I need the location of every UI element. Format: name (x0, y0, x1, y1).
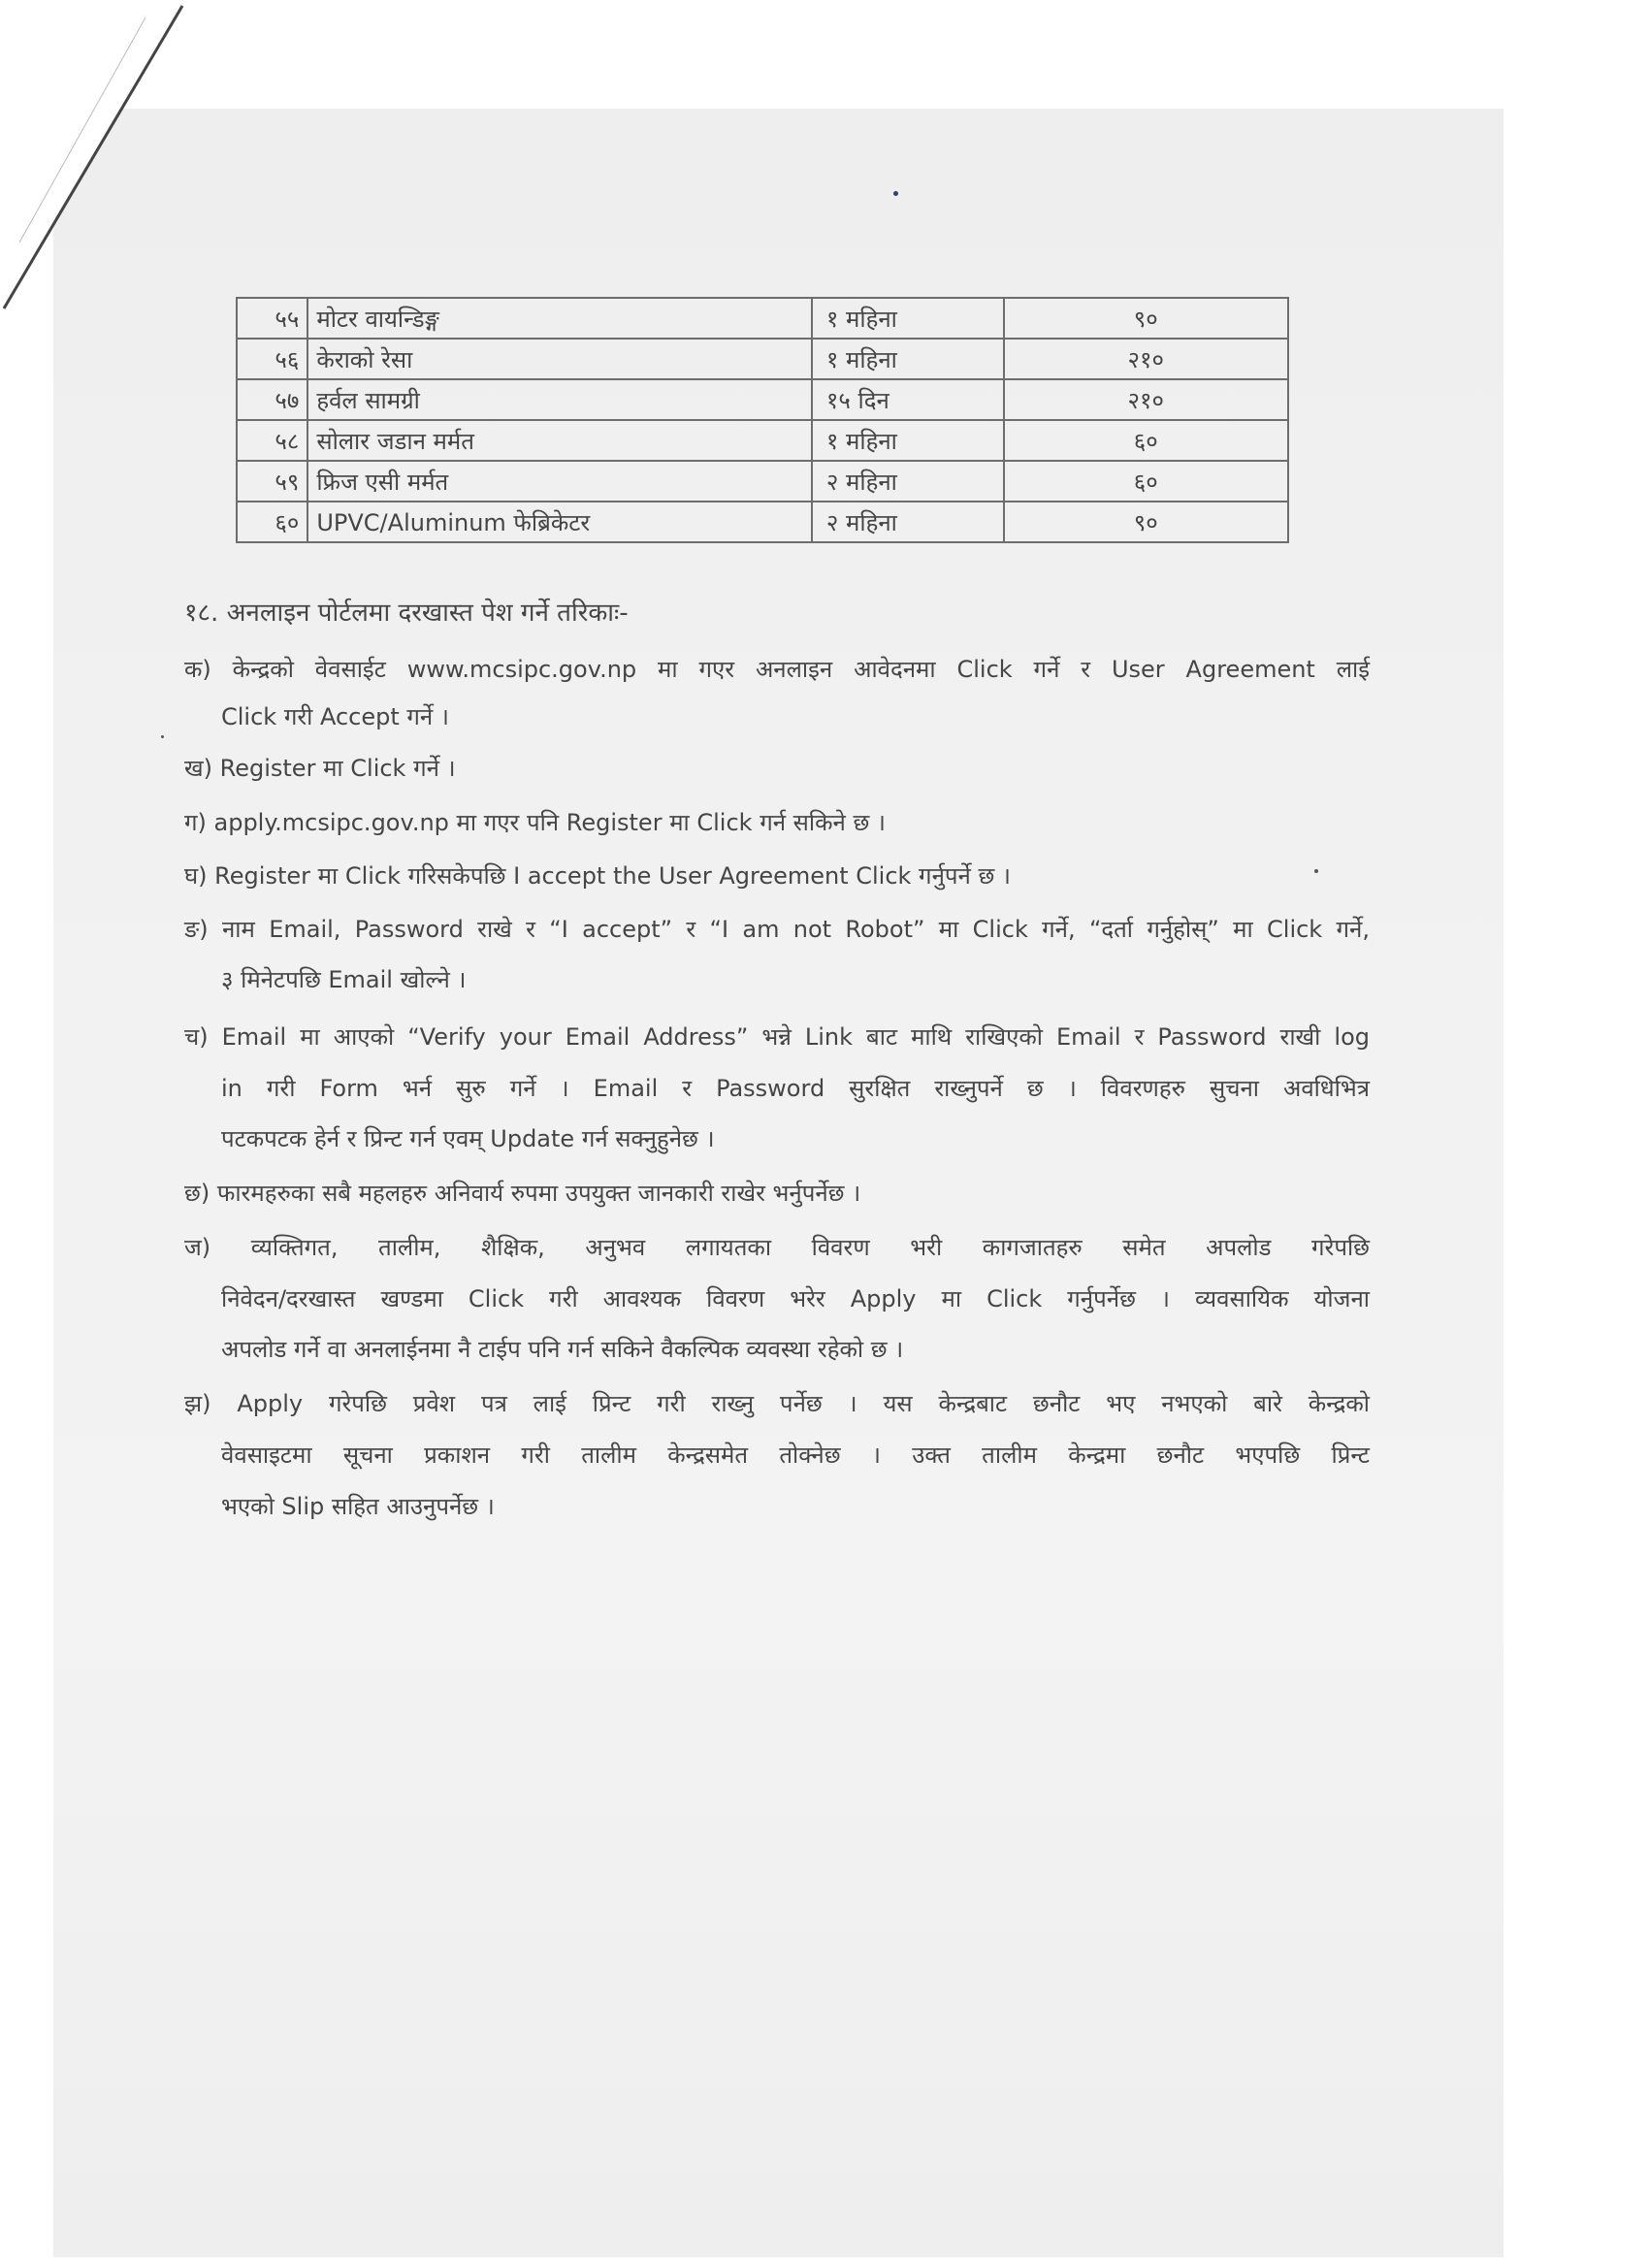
table-cell-sn: ५५ (237, 298, 307, 339)
item-ka-line-2: Click गरी Accept गर्ने । (221, 703, 449, 730)
table-cell-name: मोटर वायन्डिङ्ग (307, 298, 812, 339)
table-cell-name: सोलार जडान मर्मत (307, 420, 812, 461)
item-jha-line-3: भएको Slip सहित आउनुपर्नेछ । (221, 1493, 495, 1520)
ink-dot (893, 191, 898, 196)
table-row (237, 420, 1288, 461)
table-row (237, 339, 1288, 379)
table-cell-sn: ५८ (237, 420, 307, 461)
table-row (237, 502, 1288, 542)
section-heading: १८. अनलाइन पोर्टलमा दरखास्त पेश गर्ने तरिकाः- (184, 599, 629, 628)
table-cell-sn: ५६ (237, 339, 307, 379)
item-kha: ख) Register मा Click गर्ने । (184, 755, 456, 782)
table-cell-fee: ६० (1004, 461, 1288, 502)
table-cell-duration: १ महिना (812, 339, 1004, 379)
table-cell-name: केराको रेसा (307, 339, 812, 379)
table-row (237, 298, 1288, 339)
fee-table (236, 297, 1289, 543)
item-cha-line-3: पटकपटक हेर्न र प्रिन्ट गर्न एवम् Update गर्न सक्नुहुनेछ । (221, 1125, 715, 1152)
item-cha-line-1: च) Email मा आएको “Verify your Email Address” भन्ने Link बाट माथि राखिएको Email र Password राखी log (184, 1023, 1370, 1051)
table-cell-name: हर्वल सामग्री (307, 379, 812, 420)
item-ga: ग) apply.mcsipc.gov.np मा गएर पनि Register मा Click गर्न सकिने छ । (184, 809, 887, 836)
table-cell-name: फ्रिज एसी मर्मत (307, 461, 812, 502)
item-ja-line-1: ज) व्यक्तिगत, तालीम, शैक्षिक, अनुभव लगायतका विवरण भरी कागजातहरु समेत अपलोड गरेपछि (184, 1234, 1370, 1261)
table-cell-sn: ६० (237, 502, 307, 542)
item-nga-line-2: ३ मिनेटपछि Email खोल्ने । (221, 966, 467, 993)
table-cell-duration: २ महिना (812, 461, 1004, 502)
ink-dot (1314, 869, 1318, 873)
table-cell-fee: ९० (1004, 502, 1288, 542)
table-cell-sn: ५९ (237, 461, 307, 502)
item-ja-line-3: अपलोड गर्ने वा अनलाईनमा नै टाईप पनि गर्न सकिने वैकल्पिक व्यवस्था रहेको छ । (221, 1336, 904, 1363)
item-ja-line-2: निवेदन/दरखास्त खण्डमा Click गरी आवश्यक विवरण भरेर Apply मा Click गर्नुपर्नेछ । व्यवसायिक योजना (221, 1285, 1370, 1312)
table-cell-duration: १ महिना (812, 298, 1004, 339)
item-gha: घ) Register मा Click गरिसकेपछि I accept the User Agreement Click गर्नुपर्ने छ । (184, 862, 1012, 890)
ink-dot (161, 735, 164, 738)
table-row (237, 379, 1288, 420)
table-cell-fee: २१० (1004, 339, 1288, 379)
table-cell-sn: ५७ (237, 379, 307, 420)
table-cell-duration: २ महिना (812, 502, 1004, 542)
table-cell-duration: १ महिना (812, 420, 1004, 461)
item-ka-line-1: क) केन्द्रको वेवसाईट www.mcsipc.gov.np मा गएर अनलाइन आवेदनमा Click गर्ने र User Agreement लाई (184, 656, 1370, 683)
table-row (237, 461, 1288, 502)
item-cha-line-2: in गरी Form भर्न सुरु गर्ने । Email र Password सुरक्षित राख्नुपर्ने छ । विवरणहरु सुचना अवधिभित्र (221, 1075, 1370, 1102)
table-cell-fee: ९० (1004, 298, 1288, 339)
item-jha-line-1: झ) Apply गरेपछि प्रवेश पत्र लाई प्रिन्ट गरी राख्नु पर्नेछ । यस केन्द्रबाट छनौट भए नभएको बारे केन्द्रको (184, 1390, 1370, 1417)
table-cell-fee: २१० (1004, 379, 1288, 420)
table-cell-fee: ६० (1004, 420, 1288, 461)
item-jha-line-2: वेवसाइटमा सूचना प्रकाशन गरी तालीम केन्द्रसमेत तोक्नेछ । उक्त तालीम केन्द्रमा छनौट भएपछि प्रिन्ट (221, 1442, 1370, 1469)
item-chha: छ) फारमहरुका सबै महलहरु अनिवार्य रुपमा उपयुक्त जानकारी राखेर भर्नुपर्नेछ । (184, 1180, 861, 1207)
item-nga-line-1: ङ) नाम Email, Password राखे र “I accept” र “I am not Robot” मा Click गर्ने, “दर्ता गर्नुहोस्” मा Click गर्ने, (184, 916, 1370, 943)
folded-corner (0, 0, 184, 310)
table-cell-duration: १५ दिन (812, 379, 1004, 420)
table-cell-name: UPVC/Aluminum फेब्रिकेटर (307, 502, 812, 542)
